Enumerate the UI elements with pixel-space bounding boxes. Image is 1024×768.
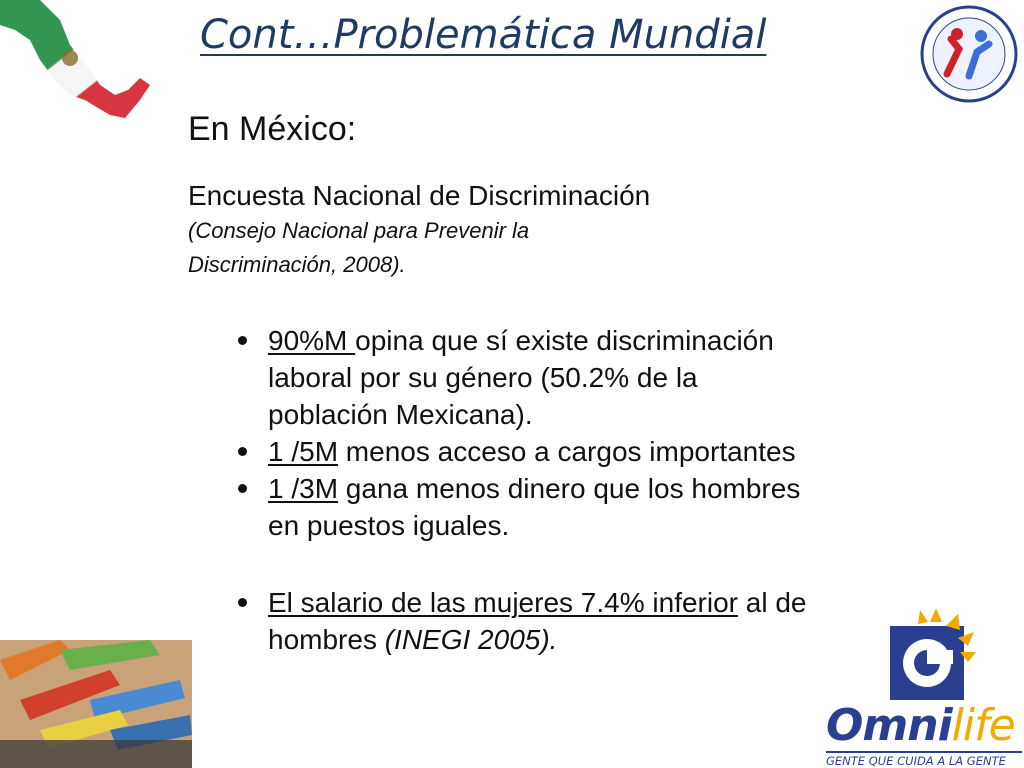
stat-highlight: El salario de las mujeres 7.4% inferior — [268, 587, 738, 618]
stat-text: opina que sí existe discriminación laboral por su género (50.2% de la población Mexicana). — [268, 325, 774, 430]
statistics-list — [238, 322, 818, 658]
omnilife-name-life: life — [951, 700, 1015, 751]
list-item — [238, 322, 818, 433]
gender-equity-seal-icon — [918, 4, 1020, 104]
omnilife-slogan: GENTE QUE CUIDA A LA GENTE — [826, 751, 1022, 768]
omnilife-wordmark — [826, 700, 1015, 751]
pencils-image — [0, 640, 192, 768]
list-item — [238, 433, 818, 470]
omnilife-name-omni: Omni — [826, 700, 952, 751]
list-item — [238, 470, 818, 544]
page-title: Cont…Problemática Mundial — [200, 12, 767, 58]
stat-highlight: 90%M — [268, 325, 356, 356]
bullet-icon — [238, 598, 247, 607]
stat-text: al de hombres — [268, 587, 807, 655]
stat-text: menos acceso a cargos importantes — [338, 436, 796, 467]
stat-text: gana menos dinero que los hombres en puestos iguales. — [268, 473, 801, 541]
bullet-icon — [238, 484, 247, 493]
stat-highlight: 1 /3M — [268, 473, 339, 504]
survey-info — [188, 180, 788, 282]
bullet-icon — [238, 447, 247, 456]
survey-title: Encuesta Nacional de Discriminación — [188, 180, 651, 211]
list-item — [238, 584, 818, 658]
location-heading: En México: — [188, 110, 357, 148]
survey-source: (Consejo Nacional para Prevenir la Discriminación, 2008). — [188, 218, 530, 277]
stat-source: (INEGI 2005). — [384, 624, 558, 655]
mexico-flag-map-icon — [0, 0, 160, 130]
bullet-icon — [238, 336, 247, 345]
stat-highlight: 1 /5M — [268, 436, 339, 467]
